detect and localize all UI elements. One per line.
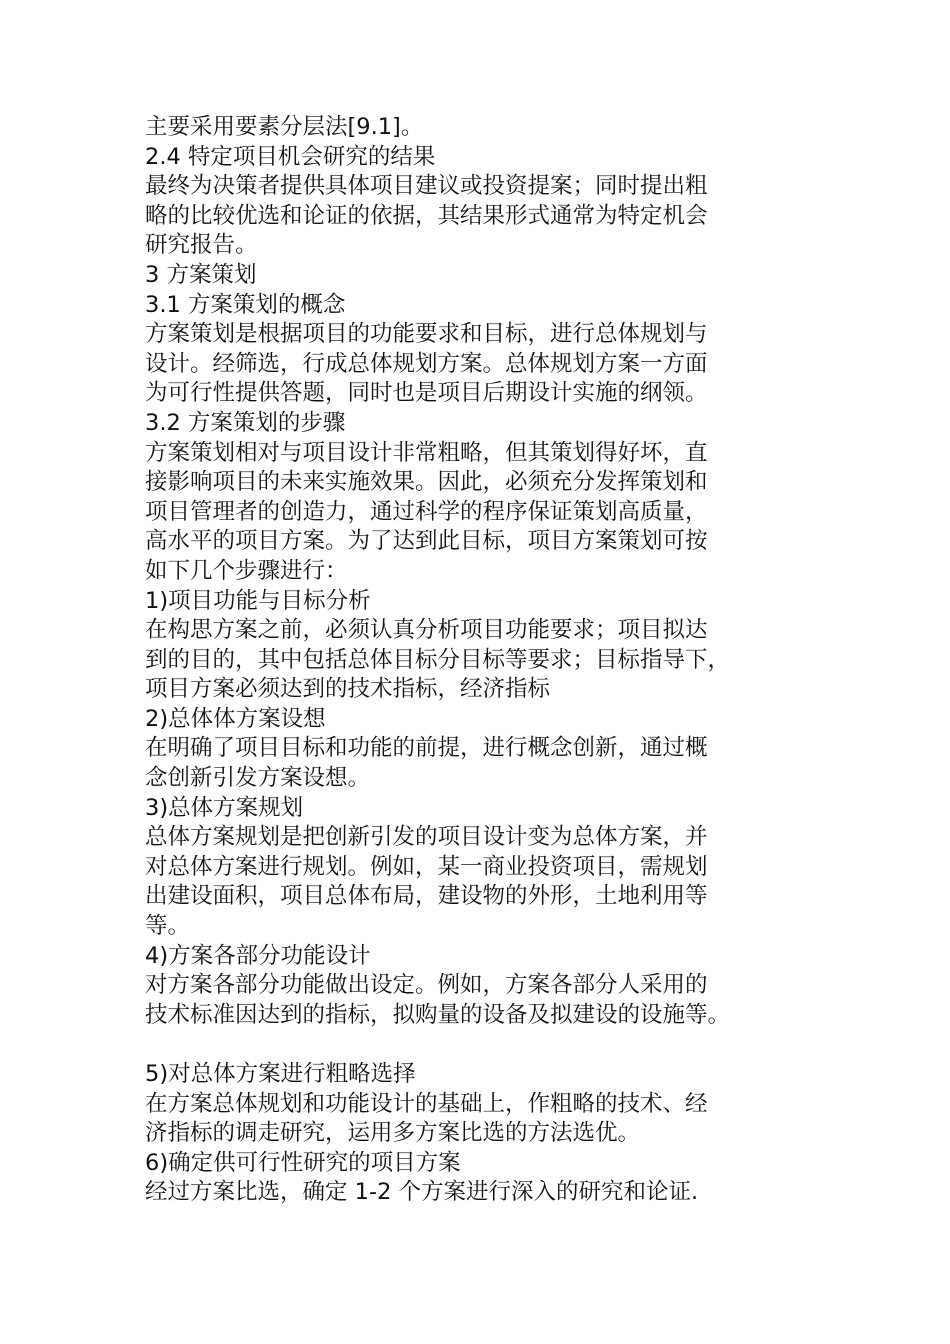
section-heading: 3.2 方案策划的步骤 — [145, 409, 346, 436]
text-line: 等。 — [145, 913, 191, 940]
text-line: 为可行性提供答题，同时也是项目后期设计实施的纲领。 — [145, 380, 708, 407]
section-heading: 3.1 方案策划的概念 — [145, 291, 346, 318]
step-heading: 2)总体体方案设想 — [145, 705, 326, 732]
text-line: 出建设面积，项目总体布局，建设物的外形，土地利用等 — [145, 883, 708, 910]
text-line: 方案策划是根据项目的功能要求和目标，进行总体规划与 — [145, 321, 708, 348]
text-line: 在构思方案之前，必须认真分析项目功能要求；项目拟达 — [145, 617, 708, 644]
step-heading: 1)项目功能与目标分析 — [145, 587, 371, 614]
blank-line — [145, 1030, 810, 1060]
section-heading: 2.4 特定项目机会研究的结果 — [145, 143, 436, 170]
text-line: 研究报告。 — [145, 232, 258, 259]
document-body — [145, 113, 810, 1208]
step-heading: 3)总体方案规划 — [145, 794, 304, 821]
text-line: 对总体方案进行规划。例如，某一商业投资项目，需规划 — [145, 853, 708, 880]
text-line: 念创新引发方案设想。 — [145, 765, 371, 792]
text-line: 如下几个步骤进行： — [145, 557, 348, 584]
step-heading: 5)对总体方案进行粗略选择 — [145, 1061, 416, 1087]
text-line: 济指标的调走研究，运用多方案比选的方法选优。 — [145, 1120, 641, 1147]
step-heading: 4)方案各部分功能设计 — [145, 942, 371, 969]
section-heading: 3 方案策划 — [145, 261, 257, 288]
text-line: 主要采用要素分层法[9.1]。 — [145, 114, 424, 140]
text-line: 在方案总体规划和功能设计的基础上，作粗略的技术、经 — [145, 1090, 708, 1117]
text-line: 项目管理者的创造力，通过科学的程序保证策划高质量， — [145, 498, 708, 525]
text-line: 方案策划相对与项目设计非常粗略，但其策划得好坏，直 — [145, 439, 708, 466]
text-line: 设计。经筛选，行成总体规划方案。总体规划方案一方面 — [145, 350, 708, 377]
text-line: 在明确了项目目标和功能的前提，进行概念创新，通过概 — [145, 735, 708, 762]
text-line: 对方案各部分功能做出设定。例如，方案各部分人采用的 — [145, 972, 708, 999]
step-heading: 6)确定供可行性研究的项目方案 — [145, 1149, 461, 1176]
text-line: 技术标准因达到的指标，拟购量的设备及拟建设的设施等。 — [145, 1001, 731, 1028]
text-line: 经过方案比选，确定 1-2 个方案进行深入的研究和论证. — [145, 1179, 699, 1206]
text-line: 略的比较优选和论证的依据，其结果形式通常为特定机会 — [145, 202, 708, 229]
text-line: 到的目的，其中包括总体目标分目标等要求；目标指导下， — [145, 646, 731, 673]
text-line: 总体方案规划是把创新引发的项目设计变为总体方案，并 — [145, 824, 708, 851]
text-line: 高水平的项目方案。为了达到此目标，项目方案策划可按 — [145, 528, 708, 555]
text-line: 接影响项目的未来实施效果。因此，必须充分发挥策划和 — [145, 469, 708, 496]
text-line: 最终为决策者提供具体项目建议或投资提案；同时提出粗 — [145, 173, 708, 200]
text-line: 项目方案必须达到的技术指标，经济指标 — [145, 676, 551, 703]
